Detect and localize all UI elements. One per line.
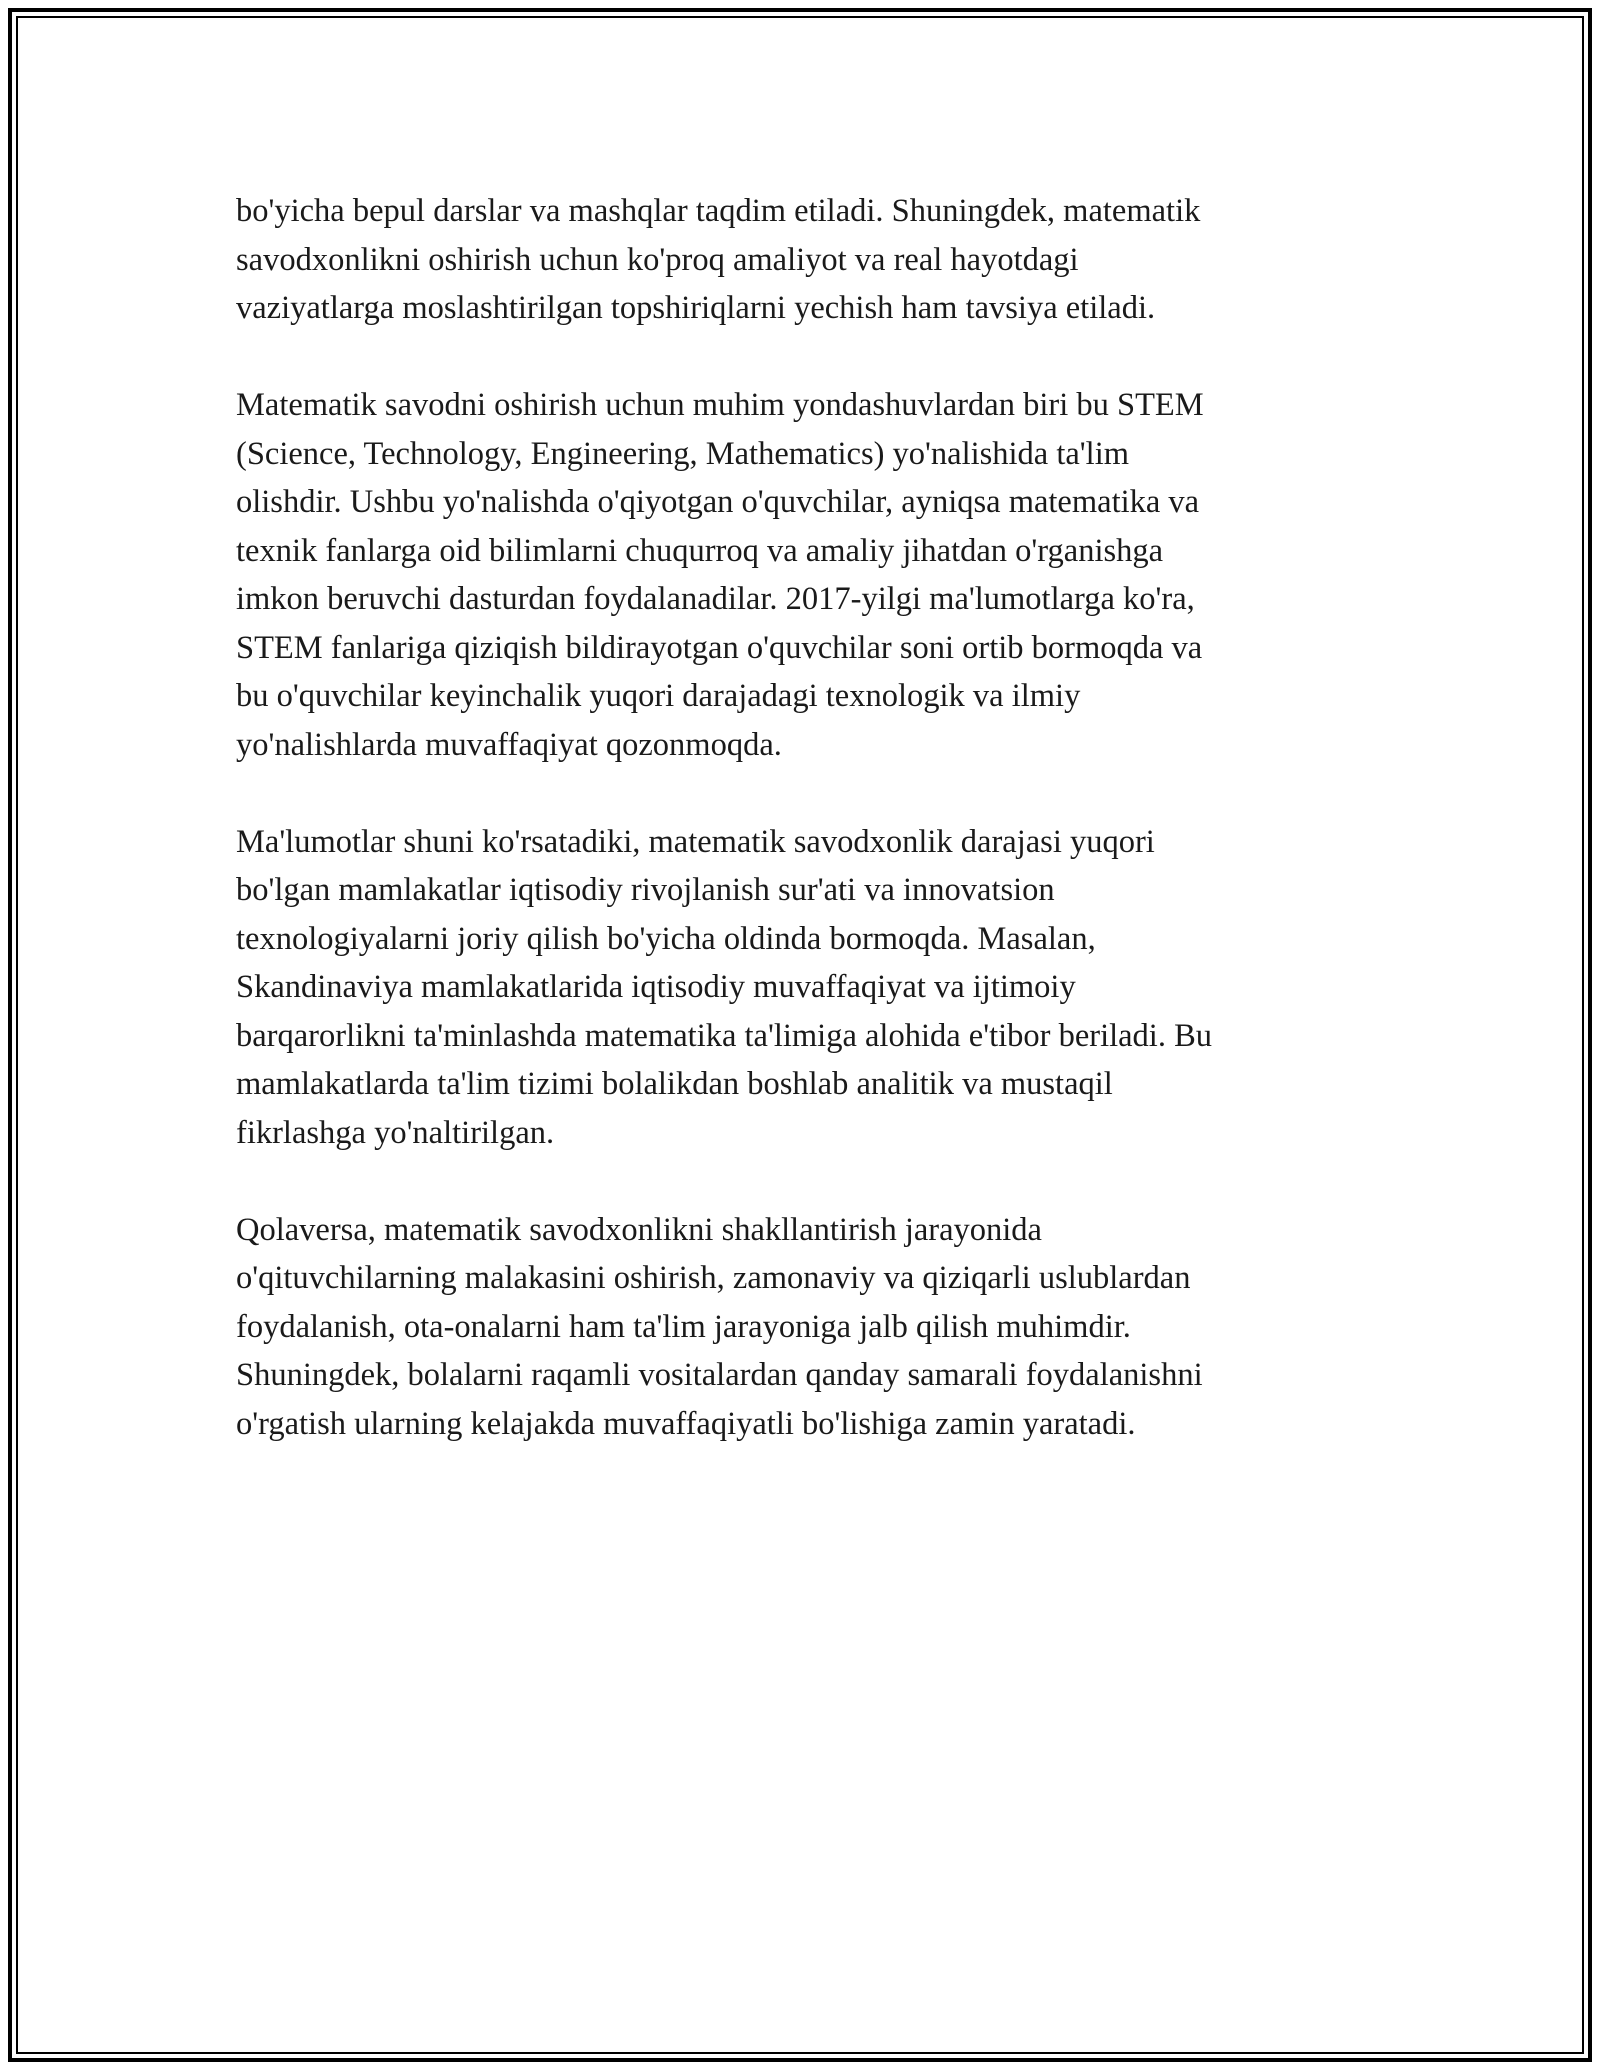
paragraph-1: bo'yicha bepul darslar va mashqlar taqdim etiladi. Shuningdek, matematik savodxonlikni oshirish uchun ko'proq amaliyot va real hayotdagi vaziyatlarga moslashtirilgan topshiriqlarni yechish ham tavsiya etiladi. [236,193,1201,326]
paragraph-3: Ma'lumotlar shuni ko'rsatadiki, matematik savodxonlik darajasi yuqori bo'lgan mamlakatlar iqtisodiy rivojlanish sur'ati va innovatsion texnologiyalarni joriy qilish bo'yicha oldinda bormoqda. Masalan, Skandinaviya mamlakatlarida iqtisodiy muvaffaqiyat va ijtimoiy barqarorlikni ta'minlashda matematika ta'limiga alohida e'tibor beriladi. Bu mamlakatlarda ta'lim tizimi bolalikdan boshlab analitik va mustaqil fikrlashga yo'naltirilgan. [236,823,1213,1151]
paragraph-4: Qolaversa, matematik savodxonlikni shakllantirish jarayonida o'qituvchilarning malakasini oshirish, zamonaviy va qiziqarli uslublardan foydalanish, ota-onalarni ham ta'lim jarayoniga jalb qilish muhimdir. Shuningdek, bolalarni raqamli vositalardan qanday samarali foydalanishni o'rgatish ularning kelajakda muvaffaqiyatli bo'lishiga zamin yaratadi. [236,1211,1203,1442]
paragraph-2: Matematik savodni oshirish uchun muhim yondashuvlardan biri bu STEM (Science, Technology, Engineering, Mathematics) yo'nalishida ta'lim olishdir. Ushbu yo'nalishda o'qiyotgan o'quvchilar, ayniqsa matematika va texnik fanlarga oid bilimlarni chuqurroq va amaliy jihatdan o'rganishga imkon beruvchi dasturdan foydalanadilar. 2017-yilgi ma'lumotlarga ko'ra, STEM fanlariga qiziqish bildirayotgan o'quvchilar soni ortib bormoqda va bu o'quvchilar keyinchalik yuqori darajadagi texnologik va ilmiy yo'nalishlarda muvaffaqiyat qozonmoqda. [236,387,1204,763]
document-body [236,187,1366,1497]
